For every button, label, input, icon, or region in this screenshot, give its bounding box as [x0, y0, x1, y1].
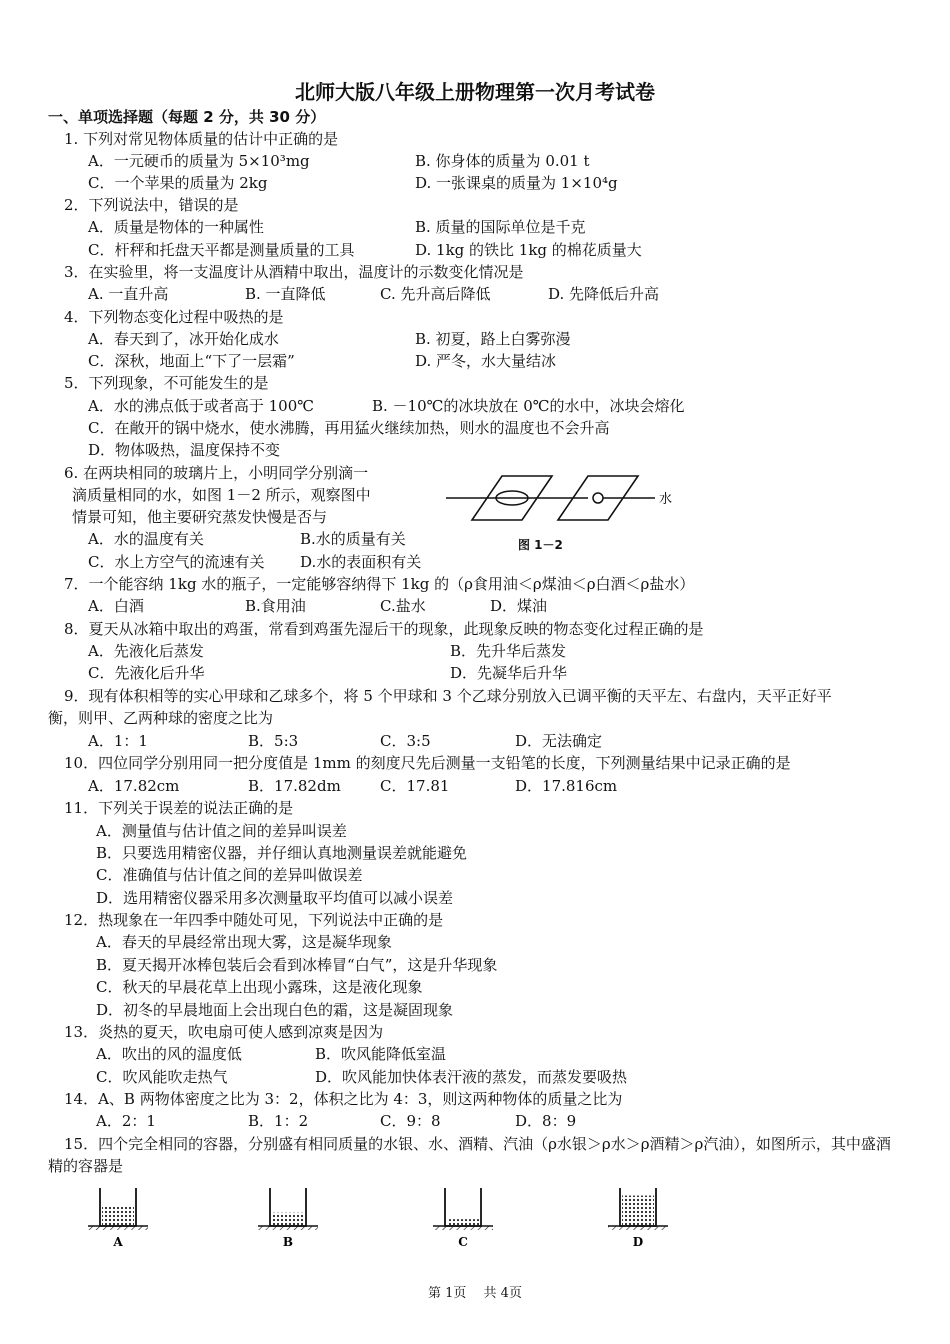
q4-option-a: A．春天到了，冰开始化成水 [88, 330, 279, 348]
q1-option-b: B. 你身体的质量为 0.01 t [415, 152, 590, 170]
container-b [258, 1188, 318, 1249]
liquid-level [447, 1219, 479, 1226]
container-label: D [632, 1235, 644, 1249]
q6-option-d: D.水的表面积有关 [300, 553, 422, 571]
q9-stem-line2: 衡，则甲、乙两种球的密度之比为 [48, 709, 274, 727]
q11-option-c: C．准确值与估计值之间的差异叫做误差 [96, 866, 363, 884]
q3-option-c: C. 先升高后降低 [380, 285, 491, 303]
evaporation-figure [440, 468, 680, 532]
q14-option-b: B．1：2 [248, 1112, 309, 1130]
q9-option-c: C．3:5 [380, 732, 431, 750]
q5-option-b: B. －10℃的冰块放在 0℃的水中，冰块会熔化 [372, 397, 685, 415]
q12-option-a: A．春天的早晨经常出现大雾，这是凝华现象 [96, 933, 392, 951]
q11-stem: 11．下列关于误差的说法正确的是 [64, 799, 294, 817]
q5-option-c: C．在敞开的锅中烧水，使水沸腾，再用猛火继续加热，则水的温度也不会升高 [88, 419, 610, 437]
q9-option-b: B．5:3 [248, 732, 299, 750]
container-d [608, 1188, 668, 1249]
q14-option-a: A．2：1 [96, 1112, 156, 1130]
q5-option-d: D．物体吸热，温度保持不变 [88, 441, 281, 459]
water-label: 水 [659, 492, 673, 507]
q13-stem: 13．炎热的夏天，吹电扇可使人感到凉爽是因为 [64, 1023, 384, 1041]
q2-option-a: A．质量是物体的一种属性 [88, 218, 264, 236]
q7-stem: 7．一个能容纳 1kg 水的瓶子，一定能够容纳得下 1kg 的（ρ食用油＜ρ煤油＜ρ白酒＜ρ盐水） [64, 575, 695, 593]
containers-figure [80, 1182, 680, 1252]
q6-stem-line1: 6. 在两块相同的玻璃片上，小明同学分别滴一 [64, 464, 369, 482]
q6-option-b: B.水的质量有关 [300, 530, 406, 548]
q12-stem: 12．热现象在一年四季中随处可见，下列说法中正确的是 [64, 911, 444, 929]
q14-option-c: C．9：8 [380, 1112, 441, 1130]
q2-option-b: B. 质量的国际单位是千克 [415, 218, 586, 236]
q14-option-d: D．8：9 [515, 1112, 577, 1130]
q4-stem: 4．下列物态变化过程中吸热的是 [64, 308, 284, 326]
q9-option-d: D．无法确定 [515, 732, 603, 750]
page-title: 北师大版八年级上册物理第一次月考试卷 [295, 80, 655, 104]
q11-option-a: A．测量值与估计值之间的差异叫误差 [96, 822, 347, 840]
q1-option-d: D. 一张课桌的质量为 1×10⁴g [415, 174, 618, 192]
q15-stem-line2: 精的容器是 [48, 1157, 124, 1175]
q10-stem: 10．四位同学分别用同一把分度值是 1mm 的刻度尺先后测量一支铅笔的长度，下列测量结果中记录正确的是 [64, 754, 791, 772]
q11-option-d: D．选用精密仪器采用多次测量取平均值可以减小误差 [96, 889, 454, 907]
figure-caption: 图 1－2 [518, 538, 563, 552]
q10-option-d: D．17.816cm [515, 777, 618, 795]
liquid-level [622, 1196, 654, 1226]
liquid-level [102, 1205, 134, 1226]
q7-option-a: A．白酒 [88, 597, 144, 615]
q5-stem: 5．下列现象，不可能发生的是 [64, 374, 269, 392]
liquid-level [272, 1213, 304, 1226]
q4-option-b: B. 初夏，路上白雾弥漫 [415, 330, 571, 348]
q8-option-a: A．先液化后蒸发 [88, 642, 204, 660]
container-c [433, 1188, 493, 1249]
q1-stem: 1. 下列对常见物体质量的估计中正确的是 [64, 130, 339, 148]
q13-option-d: D．吹风能加快体表汗液的蒸发，而蒸发要吸热 [315, 1068, 628, 1086]
q6-option-c: C．水上方空气的流速有关 [88, 553, 265, 571]
q2-option-c: C．杆秤和托盘天平都是测量质量的工具 [88, 241, 355, 259]
q3-stem: 3．在实验里，将一支温度计从酒精中取出，温度计的示数变化情况是 [64, 263, 524, 281]
q6-stem-line3: 情景可知，他主要研究蒸发快慢是否与 [72, 508, 328, 526]
q10-option-c: C．17.81 [380, 777, 450, 795]
q8-option-d: D．先凝华后升华 [450, 664, 568, 682]
q13-option-a: A．吹出的风的温度低 [96, 1045, 242, 1063]
q3-option-a: A. 一直升高 [88, 285, 169, 303]
q1-option-c: C．一个苹果的质量为 2kg [88, 174, 268, 192]
q15-stem-line1: 15．四个完全相同的容器，分别盛有相同质量的水银、水、酒精、汽油（ρ水银＞ρ水＞ρ酒精＞ρ汽油），如图所示，其中盛酒 [64, 1135, 891, 1153]
section-heading: 一、单项选择题（每题 2 分，共 30 分） [48, 108, 326, 126]
q7-option-c: C.盐水 [380, 597, 426, 615]
q12-option-c: C．秋天的早晨花草上出现小露珠，这是液化现象 [96, 978, 423, 996]
q7-option-b: B.食用油 [245, 597, 306, 615]
q10-option-b: B．17.82dm [248, 777, 341, 795]
q8-option-c: C．先液化后升华 [88, 664, 205, 682]
page-footer: 第 1页 共 4页 [428, 1286, 522, 1301]
q4-option-c: C．深秋，地面上“下了一层霜” [88, 352, 295, 370]
container-label: C [458, 1235, 468, 1249]
q6-option-a: A．水的温度有关 [88, 530, 204, 548]
q2-option-d: D. 1kg 的铁比 1kg 的棉花质量大 [415, 241, 642, 259]
q12-option-b: B．夏天揭开冰棒包装后会看到冰棒冒“白气”，这是升华现象 [96, 956, 498, 974]
q4-option-d: D. 严冬，水大量结冰 [415, 352, 557, 370]
q3-option-b: B. 一直降低 [245, 285, 326, 303]
q13-option-b: B．吹风能降低室温 [315, 1045, 447, 1063]
q12-option-d: D．初冬的早晨地面上会出现白色的霜，这是凝固现象 [96, 1001, 454, 1019]
q6-stem-line2: 滴质量相同的水，如图 1－2 所示，观察图中 [72, 486, 371, 504]
container-label: A [113, 1235, 123, 1249]
q3-option-d: D. 先降低后升高 [548, 285, 660, 303]
container-label: B [282, 1235, 294, 1249]
q11-option-b: B．只要选用精密仪器，并仔细认真地测量误差就能避免 [96, 844, 468, 862]
container-a [88, 1188, 148, 1249]
q1-option-a: A．一元硬币的质量为 5×10³mg [88, 152, 310, 170]
q8-stem: 8．夏天从冰箱中取出的鸡蛋，常看到鸡蛋先湿后干的现象，此现象反映的物态变化过程正确的是 [64, 620, 704, 638]
q5-option-a: A．水的沸点低于或者高于 100℃ [88, 397, 315, 415]
q14-stem: 14．A、B 两物体密度之比为 3：2，体积之比为 4：3，则这两种物体的质量之比为 [64, 1090, 623, 1108]
q8-option-b: B．先升华后蒸发 [450, 642, 567, 660]
q9-stem-line1: 9．现有体积相等的实心甲球和乙球多个，将 5 个甲球和 3 个乙球分别放入已调平衡的天平左、右盘内，天平正好平 [64, 687, 832, 705]
q13-option-c: C．吹风能吹走热气 [96, 1068, 228, 1086]
q9-option-a: A．1：1 [88, 732, 148, 750]
q2-stem: 2．下列说法中，错误的是 [64, 196, 239, 214]
q10-option-a: A．17.82cm [88, 777, 180, 795]
q7-option-d: D．煤油 [490, 597, 548, 615]
